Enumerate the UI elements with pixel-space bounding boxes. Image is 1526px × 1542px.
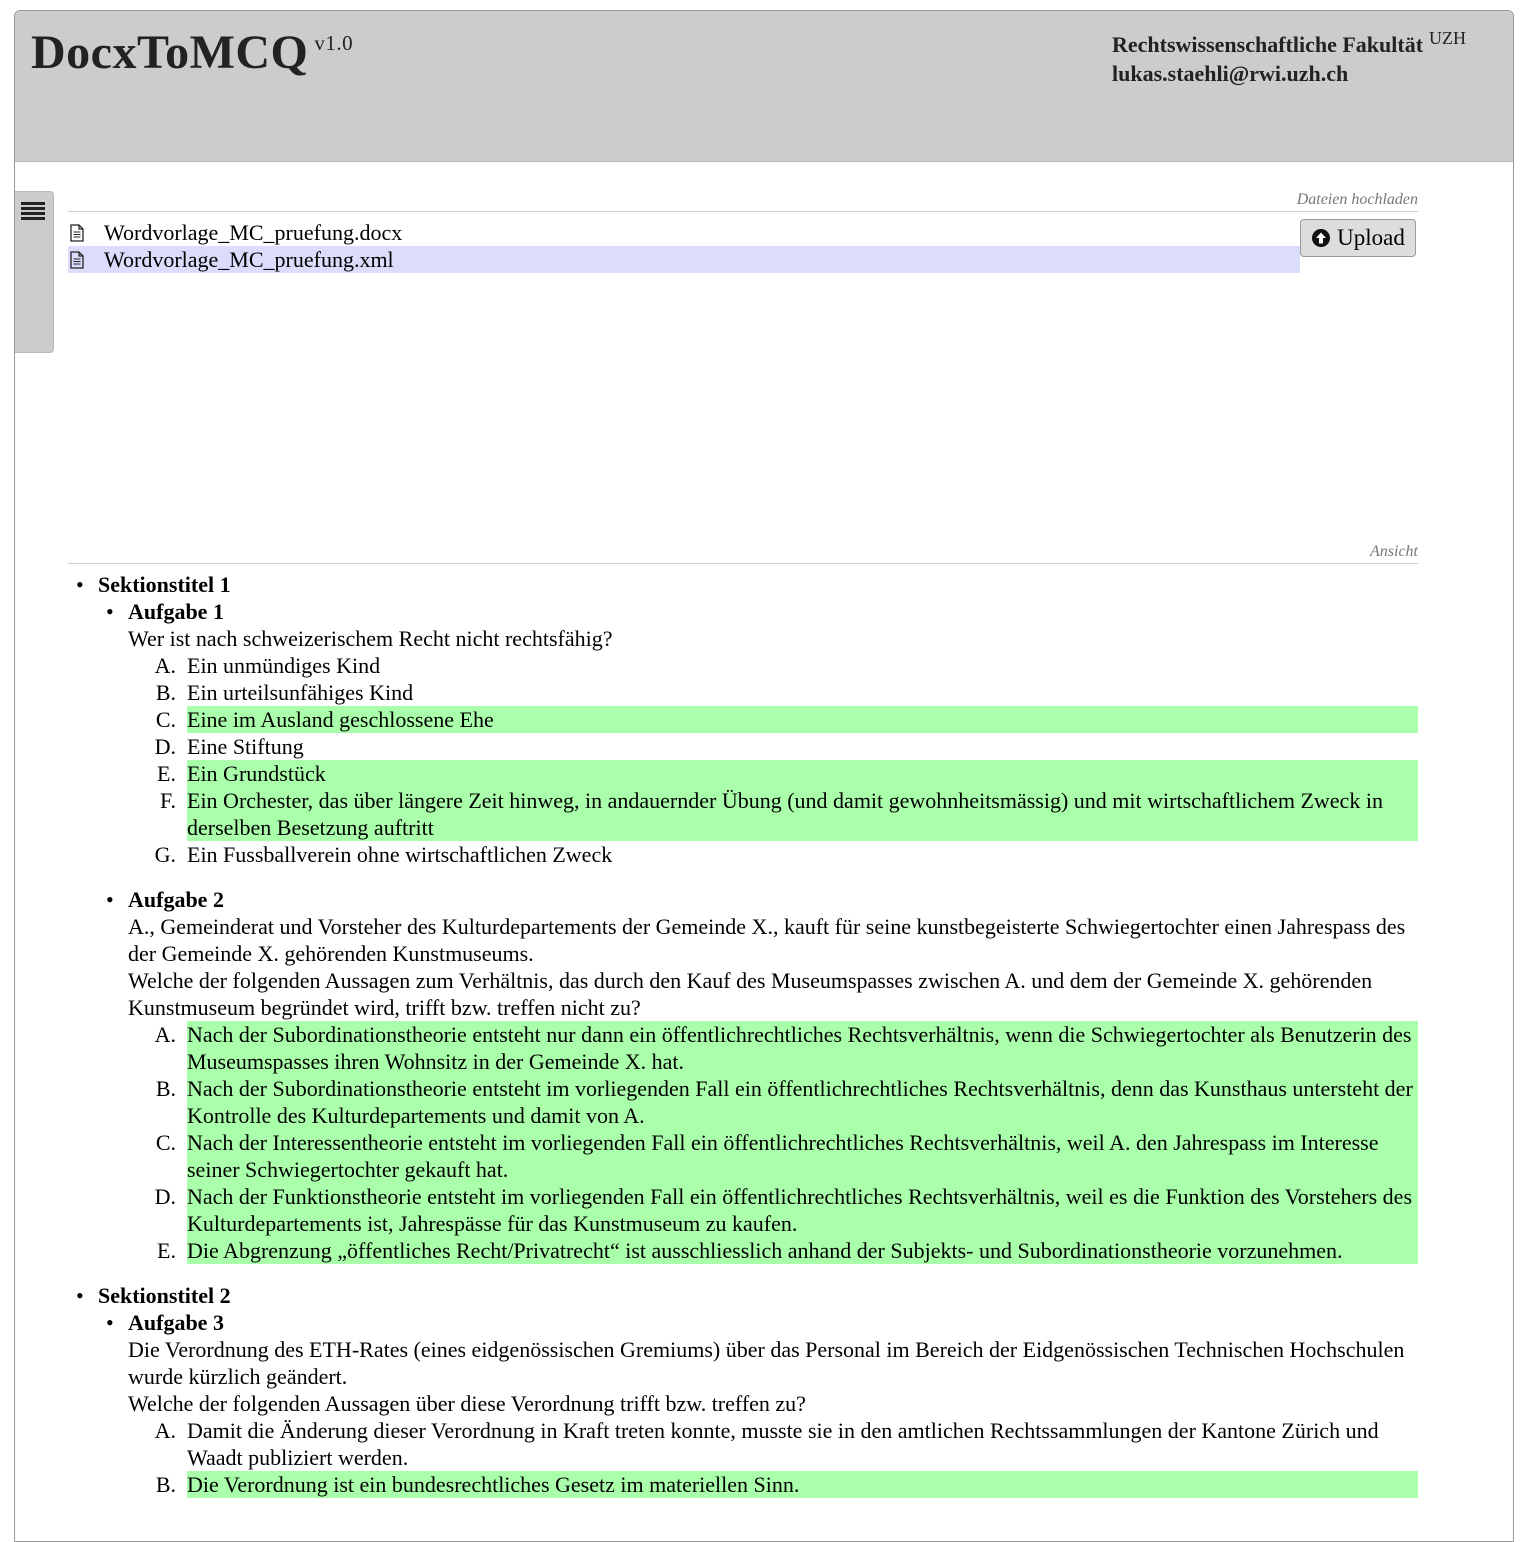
task-question: Welche der folgenden Aussagen zum Verhältnis, das durch den Kauf des Museumspasses zwischen A. und dem der Gemeinde X. gehörenden Kunstmuseum begründet wird, trifft bzw. treffen nicht zu? bbox=[128, 968, 1373, 1020]
answer-letter: E. bbox=[157, 1238, 176, 1263]
answer-letter: D. bbox=[154, 1184, 176, 1209]
answer-option bbox=[128, 652, 1418, 679]
answer-text: Nach der Interessentheorie entsteht im vorliegenden Fall ein öffentlichrechtliches Rechtsverhältnis, weil A. den Jahrespass im Interesse seiner Schwiegertochter gekauft hat. bbox=[187, 1129, 1418, 1183]
app-title bbox=[31, 25, 353, 80]
answer-list bbox=[128, 652, 1418, 868]
view-section-header: Ansicht bbox=[68, 543, 1418, 564]
file-list bbox=[68, 219, 1300, 273]
answer-text: Ein Fussballverein ohne wirtschaftlichen Zweck bbox=[187, 842, 613, 867]
answer-text: Die Abgrenzung „öffentliches Recht/Privatrecht“ ist ausschliesslich anhand der Subjekts- und Subordinationstheorie vorzunehmen. bbox=[187, 1237, 1418, 1264]
answer-option-correct bbox=[128, 1075, 1418, 1129]
answer-text: Nach der Funktionstheorie entsteht im vorliegenden Fall ein öffentlichrechtliches Rechtsverhältnis, weil es die Funktion des Vorstehers des Kulturdepartements ist, Jahrespässe für das Kunstmuseum zu kaufen. bbox=[187, 1183, 1418, 1237]
app-name: DocxToMCQ bbox=[31, 26, 309, 79]
question-preview bbox=[68, 571, 1418, 1516]
answer-letter: G. bbox=[154, 842, 176, 867]
faculty-info bbox=[1112, 28, 1467, 88]
app-version: v1.0 bbox=[314, 31, 354, 55]
answer-option-correct bbox=[128, 706, 1418, 733]
file-name: Wordvorlage_MC_pruefung.xml bbox=[104, 247, 394, 272]
answer-letter: C. bbox=[155, 707, 176, 732]
answer-option-correct bbox=[128, 1129, 1418, 1183]
answer-letter: A. bbox=[154, 1418, 176, 1443]
task-title: Aufgabe 2 bbox=[128, 887, 224, 912]
answer-letter: A. bbox=[154, 653, 176, 678]
document-icon bbox=[70, 224, 84, 242]
answer-list bbox=[128, 1417, 1418, 1498]
task-context: A., Gemeinderat und Vorsteher des Kulturdepartements der Gemeinde X., kauft für seine kunstbegeisterte Schwiegertochter einen Jahrespass des der Gemeinde X. gehörenden Kunstmuseums. bbox=[128, 914, 1406, 966]
answer-text: Ein unmündiges Kind bbox=[187, 653, 381, 678]
answer-letter: B. bbox=[155, 1076, 176, 1101]
university-tag: UZH bbox=[1429, 28, 1467, 48]
task-item: • Aufgabe 3 Die Verordnung des ETH-Rates (eines eidgenössischen Gremiums) über das Personal im Bereich der Eidgenössischen Technischen Hochschulen wurde kürzlich geändert. Welche der folgenden Aussagen über diese Verordnung trifft bzw. treffen zu? A. Damit die Änderung dieser Verordnung in Kraft treten konnte, musste sie in den amtlichen Rechtssammlungen der Kantone Zürich und Waadt publiziert werden. B. Die Verordnung ist ein bundesrechtliches Gesetz im materiellen Sinn. bbox=[98, 1309, 1418, 1498]
answer-option-correct bbox=[128, 760, 1418, 787]
section-list bbox=[68, 571, 1418, 1498]
answer-letter: A. bbox=[154, 1022, 176, 1047]
faculty-name: Rechtswissenschaftliche Fakultät bbox=[1112, 32, 1424, 57]
answer-list bbox=[128, 1021, 1418, 1264]
answer-option-correct bbox=[128, 1237, 1418, 1264]
task-title: Aufgabe 3 bbox=[128, 1310, 224, 1335]
answer-option bbox=[128, 679, 1418, 706]
answer-text: Eine Stiftung bbox=[187, 734, 304, 759]
upload-button-label: Upload bbox=[1337, 225, 1405, 250]
section-title: Sektionstitel 2 bbox=[98, 1283, 231, 1308]
file-name: Wordvorlage_MC_pruefung.docx bbox=[104, 220, 403, 245]
file-item-docx[interactable] bbox=[68, 219, 1300, 246]
answer-letter: F. bbox=[160, 788, 176, 813]
answer-option bbox=[128, 841, 1418, 868]
answer-option-correct bbox=[128, 1471, 1418, 1498]
answer-letter: E. bbox=[157, 761, 176, 786]
section-item: • Sektionstitel 1 • Aufgabe 1 Wer ist nach schweizerischem Recht nicht rechtsfähig? A. Ein unmündiges Kind B. Ein urteilsunfähiges Kind C. Eine im Ausland geschlossene Ehe D. Eine Stiftung E. Ein Grundstück F. Ein Orchester, das über längere Zeit hinweg, in andauernder Übung (und damit gewohnheitsmässig) und mit wirtschaftlichem Zweck in derselben Besetzung auftritt G. Ein Fussballverein ohne wirtschaftlichen Zweck • Aufgabe 2 A., Gemeinderat und Vorsteher des Kulturdepartements der Gemeinde X., kauft für seine kunstbegeisterte Schwiegertochter einen Jahrespass des der Gemeinde X. gehörenden Kunstmuseums. Welche der folgenden Aussagen zum Verhältnis, das durch den Kauf des Museumspasses zwischen A. und dem der Gemeinde X. gehörenden Kunstmuseum begründet wird, trifft bzw. treffen nicht zu? A. Nach der Subordinationstheorie entsteht nur dann ein öffentlichrechtliches Rechtsverhältnis, wenn die Schwiegertochter als Benutzerin des Museumspasses ihren Wohnsitz in der Gemeinde X. hat. B. Nach der Subordinationstheorie entsteht im vorliegenden Fall ein öffentlichrechtliches Rechtsverhältnis, denn das Kunsthaus untersteht der Kontrolle des Kulturdepartements und damit von A. C. Nach der Interessentheorie entsteht im vorliegenden Fall ein öffentlichrechtliches Rechtsverhältnis, weil A. den Jahrespass im Interesse seiner Schwiegertochter gekauft hat. D. Nach der Funktionstheorie entsteht im vorliegenden Fall ein öffentlichrechtliches Rechtsverhältnis, weil es die Funktion des Vorstehers des Kulturdepartements ist, Jahrespässe für das Kunstmuseum zu kaufen. E. Die Abgrenzung „öffentliches Recht/Privatrecht“ ist ausschliesslich anhand der Subjekts- und Subordinationstheorie vorzunehmen. bbox=[68, 571, 1418, 1264]
upload-button[interactable] bbox=[1300, 219, 1416, 257]
answer-text: Ein Grundstück bbox=[187, 760, 1418, 787]
answer-text: Ein Orchester, das über längere Zeit hinweg, in andauernder Übung (und damit gewohnheitsmässig) und mit wirtschaftlichem Zweck in derselben Besetzung auftritt bbox=[187, 787, 1418, 841]
upload-arrow-icon bbox=[1311, 228, 1331, 248]
task-question: Wer ist nach schweizerischem Recht nicht rechtsfähig? bbox=[128, 626, 613, 651]
answer-text: Die Verordnung ist ein bundesrechtliches Gesetz im materiellen Sinn. bbox=[187, 1471, 1418, 1498]
answer-text: Ein urteilsunfähiges Kind bbox=[187, 680, 414, 705]
answer-option-correct bbox=[128, 1183, 1418, 1237]
section-item: • Sektionstitel 2 • Aufgabe 3 Die Verordnung des ETH-Rates (eines eidgenössischen Gremiums) über das Personal im Bereich der Eidgenössischen Technischen Hochschulen wurde kürzlich geändert. Welche der folgenden Aussagen über diese Verordnung trifft bzw. treffen zu? A. Damit die Änderung dieser Verordnung in Kraft treten konnte, musste sie in den amtlichen Rechtssammlungen der Kantone Zürich und Waadt publiziert werden. B. Die Verordnung ist ein bundesrechtliches Gesetz im materiellen Sinn. bbox=[68, 1282, 1418, 1498]
app-window bbox=[14, 10, 1514, 1542]
section-title: Sektionstitel 1 bbox=[98, 572, 231, 597]
answer-option bbox=[128, 1417, 1418, 1471]
upload-section-header: Dateien hochladen bbox=[68, 191, 1418, 212]
task-list bbox=[98, 598, 1418, 1264]
answer-text: Nach der Subordinationstheorie entsteht nur dann ein öffentlichrechtliches Rechtsverhältnis, wenn die Schwiegertochter als Benutzerin des Museumspasses ihren Wohnsitz in der Gemeinde X. hat. bbox=[187, 1021, 1418, 1075]
answer-text: Eine im Ausland geschlossene Ehe bbox=[187, 706, 1418, 733]
contact-email: lukas.staehli@rwi.uzh.ch bbox=[1112, 61, 1349, 86]
answer-text: Damit die Änderung dieser Verordnung in Kraft treten konnte, musste sie in den amtlichen Rechtssammlungen der Kantone Zürich und Waadt publiziert werden. bbox=[187, 1418, 1379, 1470]
side-menu-tab[interactable] bbox=[15, 191, 54, 353]
header bbox=[15, 11, 1513, 162]
answer-option-correct bbox=[128, 1021, 1418, 1075]
answer-letter: C. bbox=[155, 1130, 176, 1155]
answer-option bbox=[128, 733, 1418, 760]
task-item: • Aufgabe 2 A., Gemeinderat und Vorsteher des Kulturdepartements der Gemeinde X., kauft für seine kunstbegeisterte Schwiegertochter einen Jahrespass des der Gemeinde X. gehörenden Kunstmuseums. Welche der folgenden Aussagen zum Verhältnis, das durch den Kauf des Museumspasses zwischen A. und dem der Gemeinde X. gehörenden Kunstmuseum begründet wird, trifft bzw. treffen nicht zu? A. Nach der Subordinationstheorie entsteht nur dann ein öffentlichrechtliches Rechtsverhältnis, wenn die Schwiegertochter als Benutzerin des Museumspasses ihren Wohnsitz in der Gemeinde X. hat. B. Nach der Subordinationstheorie entsteht im vorliegenden Fall ein öffentlichrechtliches Rechtsverhältnis, denn das Kunsthaus untersteht der Kontrolle des Kulturdepartements und damit von A. C. Nach der Interessentheorie entsteht im vorliegenden Fall ein öffentlichrechtliches Rechtsverhältnis, weil A. den Jahrespass im Interesse seiner Schwiegertochter gekauft hat. D. Nach der Funktionstheorie entsteht im vorliegenden Fall ein öffentlichrechtliches Rechtsverhältnis, weil es die Funktion des Vorstehers des Kulturdepartements ist, Jahrespässe für das Kunstmuseum zu kaufen. E. Die Abgrenzung „öffentliches Recht/Privatrecht“ ist ausschliesslich anhand der Subjekts- und Subordinationstheorie vorzunehmen. bbox=[98, 886, 1418, 1264]
answer-letter: D. bbox=[154, 734, 176, 759]
answer-text: Nach der Subordinationstheorie entsteht im vorliegenden Fall ein öffentlichrechtliches Rechtsverhältnis, denn das Kunsthaus untersteht der Kontrolle des Kulturdepartements und damit von A. bbox=[187, 1075, 1418, 1129]
task-list bbox=[98, 1309, 1418, 1498]
answer-letter: B. bbox=[155, 1472, 176, 1497]
task-context: Die Verordnung des ETH-Rates (eines eidgenössischen Gremiums) über das Personal im Bereich der Eidgenössischen Technischen Hochschulen wurde kürzlich geändert. bbox=[128, 1337, 1405, 1389]
answer-option-correct bbox=[128, 787, 1418, 841]
task-item: • Aufgabe 1 Wer ist nach schweizerischem Recht nicht rechtsfähig? A. Ein unmündiges Kind B. Ein urteilsunfähiges Kind C. Eine im Ausland geschlossene Ehe D. Eine Stiftung E. Ein Grundstück F. Ein Orchester, das über längere Zeit hinweg, in andauernder Übung (und damit gewohnheitsmässig) und mit wirtschaftlichem Zweck in derselben Besetzung auftritt G. Ein Fussballverein ohne wirtschaftlichen Zweck bbox=[98, 598, 1418, 868]
task-title: Aufgabe 1 bbox=[128, 599, 224, 624]
file-item-xml-selected[interactable] bbox=[68, 246, 1300, 273]
answer-letter: B. bbox=[155, 680, 176, 705]
task-question: Welche der folgenden Aussagen über diese Verordnung trifft bzw. treffen zu? bbox=[128, 1391, 806, 1416]
menu-icon[interactable] bbox=[21, 202, 45, 224]
document-icon bbox=[70, 251, 84, 269]
